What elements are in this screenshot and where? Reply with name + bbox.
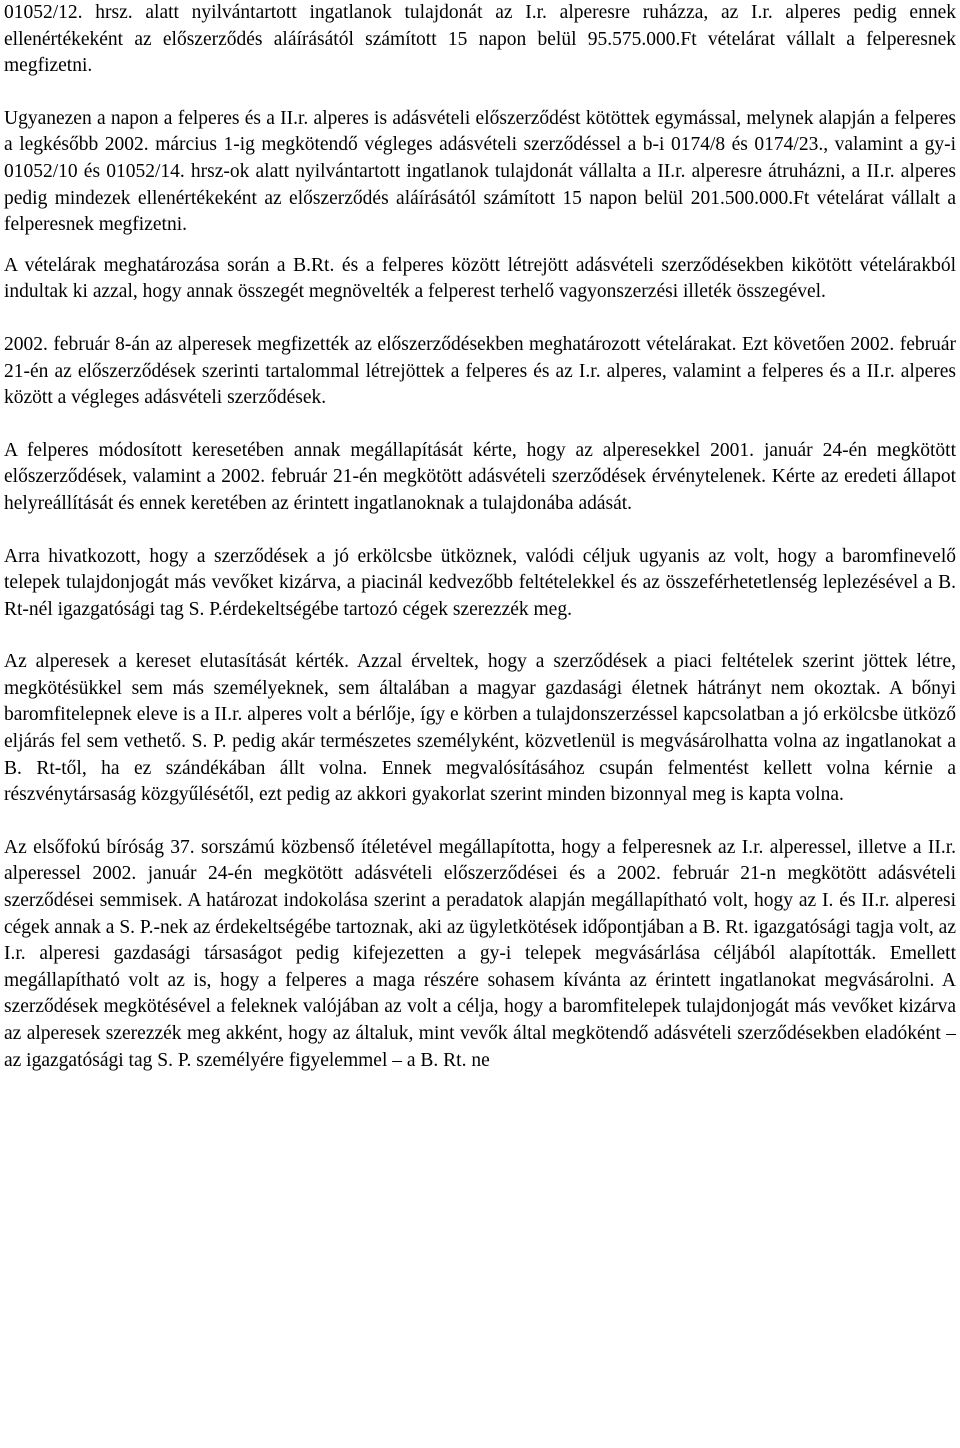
paragraph-5: A felperes módosított keresetében annak megállapítását kérte, hogy az alperesekkel 2001. január 24-én megkötött előszerződések, valamint a 2002. február 21-én megkötött adásvételi szerződések érvénytelenek. Kérte az eredeti állapot helyreállítását és ennek keretében az érintett ingatlanoknak a tulajdonába adását. (4, 439, 956, 514)
paragraph-7: Az alperesek a kereset elutasítását kérték. Azzal érveltek, hogy a szerződések a piaci feltételek szerint jöttek létre, megkötésükkel sem más személyeknek, sem általában a magyar gazdasági életnek hátrányt nem okoztak. A bőnyi baromfitelepnek eleve is a II.r. alperes volt a bérlője, így e körben a tulajdonszerzéssel kapcsolatban a jó erkölcsbe ütköző eljárás fel sem vethető. S. P. pedig akár természetes személyként, közvetlenül is megvásárolhatta volna az ingatlanokat a B. Rt-től, ha ez szándékában állt volna. Ennek megvalósításához csupán felmentést kellett volna kérnie a részvénytársaság közgyűlésétől, ezt pedig az akkori gyakorlat szerint minden bizonnyal meg is kapta volna. (4, 651, 956, 806)
paragraph-1: 01052/12. hrsz. alatt nyilvántartott ingatlanok tulajdonát az I.r. alperesre ruházza, az I.r. alperes pedig ennek ellenértékeként az előszerződés aláírásától számított 15 napon belül 95.575.000.Ft vételárat vállalt a felperesnek megfizetni. (4, 2, 956, 77)
paragraph-4: 2002. február 8-án az alperesek megfizették az előszerződésekben meghatározott vételárakat. Ezt követően 2002. február 21-én az előszerződések szerinti tartalommal létrejöttek a felperes és az I.r. alperes, valamint a felperes és a II.r. alperes között a végleges adásvételi szerződések. (4, 333, 956, 409)
paragraph-8: Az elsőfokú bíróság 37. sorszámú közbenső ítéletével megállapította, hogy a felperesnek az I.r. alperessel, illetve a II.r. alperessel 2002. január 24-én megkötött adásvételi előszerződései és a 2002. február 21-n megkötött adásvételi szerződései semmisek. A határozat indokolása szerint a peradatok alapján megállapítható volt, hogy az I. és II.r. alperesi cégek annak a S. P.-nek az érdekeltségébe tartoznak, aki az ügyletkötések időpontjában a B. Rt. igazgatósági tagja volt, az I.r. alperesi gazdasági társaságot pedig kifejezetten a gy-i telepek megvásárlása céljából alapították. Emellett megállapítható volt az is, hogy a felperes a maga részére sohasem kívánta az érintett ingatlanokat megvásárolni. A szerződések megkötésével a feleknek valójában az volt a célja, hogy a baromfitelepek tulajdonjogát más vevőket kizárva az alperesek szerezzék meg akként, hogy az általuk, mint vevők által megkötendő adásvételi szerződésekben eladóként – az igazgatósági tag S. P. személyére figyelemmel – a B. Rt. ne (4, 836, 956, 1071)
document-page (4, 0, 956, 1074)
paragraph-6: Arra hivatkozott, hogy a szerződések a jó erkölcsbe ütköznek, valódi céljuk ugyanis az volt, hogy a baromfinevelő telepek tulajdonjogát más vevőket kizárva, a piacinál kedvezőbb feltételekkel és az összeférhetetlenség leplezésével a B. Rt-nél igazgatósági tag S. P.érdekeltségébe tartozó cégek szerezzék meg. (4, 545, 956, 620)
paragraph-2: Ugyanezen a napon a felperes és a II.r. alperes is adásvételi előszerződést kötöttek egymással, melynek alapján a felperes a legkésőbb 2002. március 1-ig megkötendő végleges adásvételi szerződéssel a b-i 0174/8 és 0174/23., valamint a gy-i 01052/10 és 01052/14. hrsz-ok alatt nyilvántartott ingatlanok tulajdonát vállalta a II.r. alperesre átruházni, a II.r. alperes pedig mindezek ellenértékeként az előszerződés aláírásától számított 15 napon belül 201.500.000.Ft vételárat vállalt a felperesnek megfizetni. (4, 107, 956, 236)
paragraph-3: A vételárak meghatározása során a B.Rt. és a felperes között létrejött adásvételi szerződésekben kikötött vételárakból indultak ki azzal, hogy annak összegét megnövelték a felperest terhelő vagyonszerzési illeték összegével. (4, 254, 956, 303)
